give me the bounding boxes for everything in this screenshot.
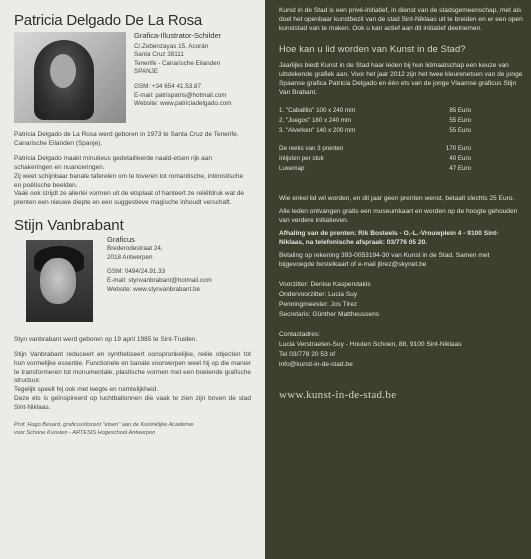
bio-line: Zij weet schijnbaar banale taferelen om te toveren tot romantische, intimistische en poëtische beelden. [14,172,244,189]
extra-label: De reeks van 3 prenten [279,145,344,152]
membership-paragraph: Jaarlijks biedt Kunst in de Stad haar leden bij hun lidmaatschap een keuze van uitstekende grafiek aan. Voor het jaar 2012 zijn het twee kleurenetsen van de jonge Spaanse grafica Patricia Delgado en één ets van de jonge Vlaamse graficus Stijn Van Brabant. [279,62,523,96]
quote-attribution [14,422,255,437]
price-row [279,116,523,126]
contact-block [279,330,523,370]
artist2-website: Website: www.stynvanbrabant.be [107,285,200,293]
extra-price: 47 Euro [449,165,471,172]
intro-paragraph: Kunst in de Stad is een privé-initiatief, in dienst van de stadsgemeenschap, met als doel het openbaar kunstbezit van de stad Sint-Niklaas uit te breiden en er een open kunststad van te maken. Ook u kan actief aan dit initiatief deelnemen. [279,7,523,32]
print-label: 2. "Juegos" 180 x 240 mm [279,117,352,124]
left-column [0,0,265,559]
artist1-address-line: Tenerife - Canarische Eilanden [134,59,221,67]
print-price: 55 Euro [449,127,471,134]
right-column [265,0,531,559]
member-only-paragraph: Wie enkel lid wil worden, en dit jaar geen prenten wenst, betaalt slechts 25 Euro. [279,195,515,202]
board-member: Ondervoorzitter: Lucia Suy [279,291,358,298]
artist1-email: E-mail: patrispatris@hotmail.com [134,91,227,99]
contact-line: Contactadres: [279,331,321,338]
prints-table [279,106,523,136]
pickup-paragraph: Afhaling van de prenten: Rik Bosteels - O.-L.-Vrouwplein 4 - 9100 Sint-Niklaas, na telefonische afspraak: 03/776 05 20. [279,230,499,246]
membership-heading: Hoe kan u lid worden van Kunst in de Stad? [279,43,466,54]
extra-label: Luxemap [279,165,305,172]
artist1-address-line: SPANJE [134,68,159,76]
contact-email[interactable]: info@kunst-in-de-stad.be [279,361,353,368]
print-label: 1. "Caballito" 100 x 240 mm [279,107,356,114]
extras-table [279,144,523,174]
artist2-gsm: GSM: 0494/24.91.33 [107,268,166,276]
price-row [279,154,523,164]
artist2-info [93,236,212,328]
artist1-bio-description [14,155,255,207]
print-price: 55 Euro [449,117,471,124]
artist1-bio-birth: Patricia Delgado de La Rosa werd geboren in 1973 te Santa Cruz de Tenerife, Canarische Eilanden (Spanje). [14,131,239,147]
payment-paragraph: Betaling op rekening 393-0053194-30 van Kunst in de Stad. Samen met bijgevoegde bestelkaart of e-mail jtirez@skynet.be [279,252,490,268]
artist1-role: Grafica-Illustrator-Schilder [134,31,222,40]
artist1-address-line: C/.Zebenzayas 15, Acorán [134,42,209,50]
artist1-photo [14,32,126,123]
artist2-profile [14,236,255,328]
artist1-address-line: Santa Cruz 38111 [134,51,184,59]
price-row [279,144,523,154]
artist1-name: Patricia Delgado De La Rosa [14,12,203,29]
bio-line: Patricia Delgado maakt minutieus gedetailleerde naald-etsen rijk aan schakeringen en nuanceringen. [14,155,213,172]
print-label: 3. "Alverken" 140 x 200 mm [279,127,356,134]
artist2-name: Stijn Vanbrabant [14,216,124,234]
board-member: Secretaris: Günther Mattheussens [279,311,380,318]
board-list [279,280,523,320]
contact-line: Tel 03/778 20 53 of [279,351,336,358]
quote-line: Prof. Hugo Besard, graficus/docent "etsen" aan de Koninklijke Academie [14,422,194,429]
price-row [279,106,523,116]
board-member: Voorzitter: Denise Kaspendakis [279,281,371,288]
artist2-bio-birth: Styn vanbrabant werd geboren op 19 april 1985 te Sint-Truiden. [14,335,198,343]
artist2-bio-description [14,351,255,412]
artist1-website: Website: www.patriciadelgado.com [134,100,232,108]
artist2-email: E-mail: stynvanbrabant@hotmail.com [107,277,212,284]
quote-line: voor Schone Kunsten - ARTESIS Hogeschool Antwerpen [14,429,156,436]
board-member: Penningmeester: Jos Tirez [279,301,358,308]
artist2-photo [26,240,93,322]
extra-label: Inlijsten per stuk [279,155,324,162]
artist1-info [126,32,232,123]
artist1-profile [14,32,255,123]
bio-line: Tegelijk speelt hij ook met leegte en ruimtelijkheid. [14,386,159,394]
bio-line: Vaak ook strijdt ze allerlei vormen uit de etsplaat of hanteert ze reliëfdruk wat de prenten een nieuwe diepte en een suggestieve magische inhoudt verschaft. [14,190,245,206]
price-row [279,164,523,174]
contact-line: Lucia Verstraeten-Suy - Houten Schoen, 88, 9100 Sint-Niklaas [279,341,462,348]
artist1-gsm: GSM: +34 654 41.53.87 [134,82,202,90]
free-card-paragraph: Alle leden ontvangen gratis een museumkaart en worden op de hoogte gehouden van verdere initiatieven. [279,208,518,224]
artist2-address-line: 2018 Antwerpen [107,253,153,261]
extra-price: 170 Euro [445,145,471,152]
artist2-address-line: Brederodestraat 24, [107,245,163,253]
print-price: 85 Euro [449,107,471,114]
bio-line: Deze ets is geïnspireerd op luchtballonnen die vaak te zien zijn boven de stad Sint-Niklaas. [14,394,251,411]
website-link[interactable]: www.kunst-in-de-stad.be [279,389,397,401]
bio-line: Stijn Vanbrabant reduceert en synthetiseert oonspronkelijke, reële objecten tot hun vormelijke essentie. Functionele en banale voorwerpen weet hij op die manier te transformeren tot monumentale, plastische vormen met een boeiende grafische structuur. [14,351,251,385]
artist2-role: Graficus [107,234,135,244]
extra-price: 40 Euro [449,155,471,162]
price-row [279,126,523,136]
